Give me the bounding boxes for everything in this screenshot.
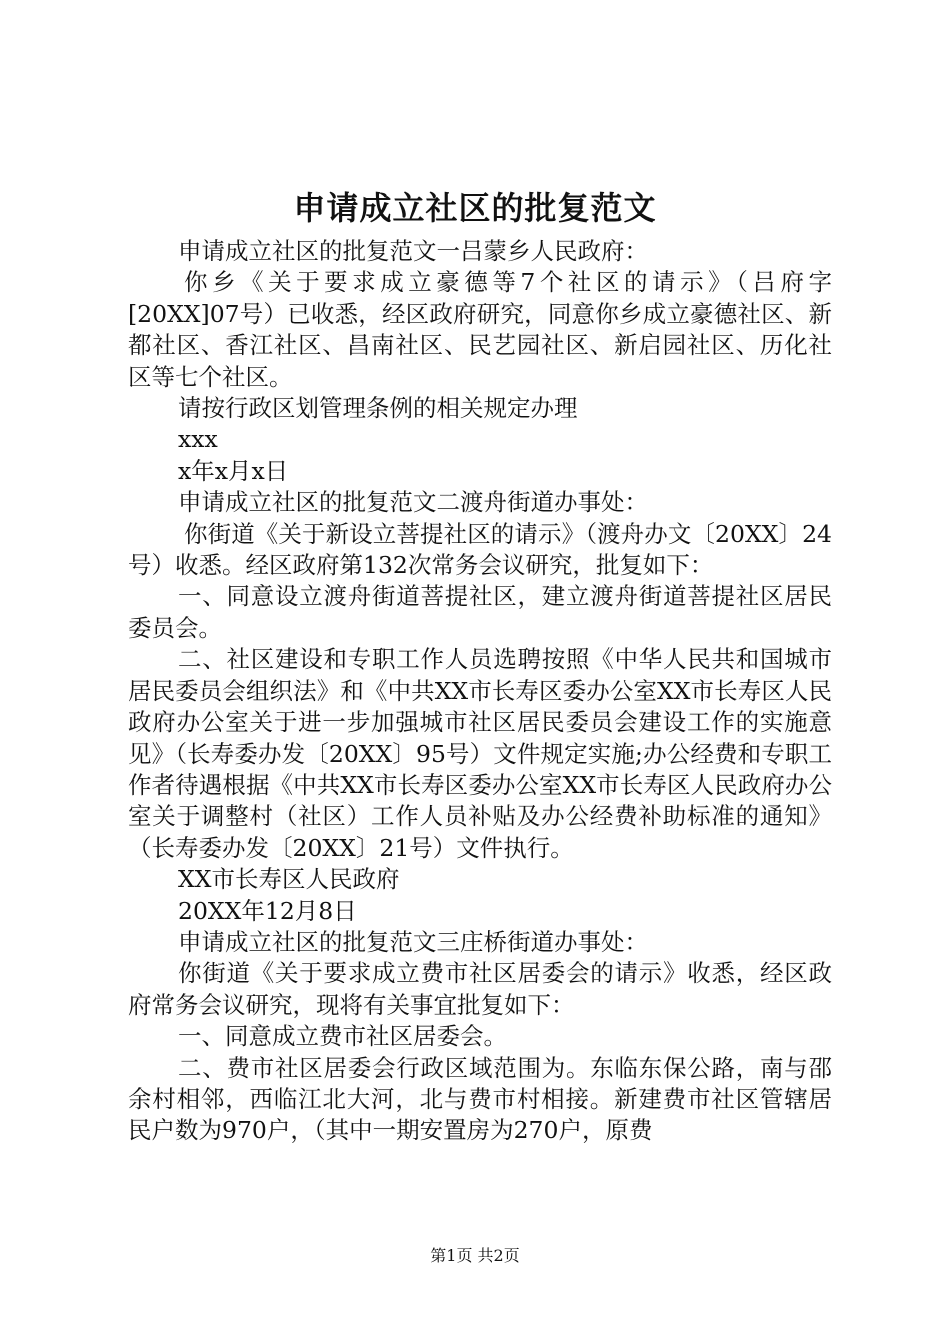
- document-title: 申请成立社区的批复范文: [293, 189, 657, 227]
- paragraph-body: 你乡《关于要求成立豪德等7个社区的请示》（吕府字[20XX]07号）已收悉，经区政府研究，同意你乡成立豪德社区、新都社区、香江社区、昌南社区、民艺园社区、新启园社区、历化社区等七个社区。: [128, 268, 832, 391]
- page-number-footer: 第1页 共2页: [430, 1246, 520, 1265]
- paragraph-body: 你街道《关于新设立菩提社区的请示》（渡舟办文〔20XX〕24号）收悉。经区政府第132次常务会议研究，批复如下：: [128, 519, 832, 580]
- signature-org: xxx: [178, 425, 218, 454]
- signature-org: XX市长寿区人民政府: [178, 865, 400, 894]
- paragraph-addressee-1: 申请成立社区的批复范文一吕蒙乡人民政府：: [178, 237, 648, 265]
- paragraph-addressee-2: 申请成立社区的批复范文二渡舟街道办事处：: [178, 488, 648, 517]
- paragraph-item: 一、同意成立费市社区居委会。: [178, 1022, 507, 1051]
- paragraph-addressee-3: 申请成立社区的批复范文三庄桥街道办事处：: [178, 927, 648, 956]
- paragraph-body: 请按行政区划管理条例的相关规定办理: [178, 394, 578, 423]
- document-body: [128, 236, 832, 1147]
- signature-date: 20XX年12月8日: [178, 896, 357, 925]
- signature-date: x年x月x日: [178, 456, 289, 485]
- paragraph-item: 二、社区建设和专职工作人员选聘按照《中华人民共和国城市居民委员会组织法》和《中共XX市长寿区委办公室XX市长寿区人民政府办公室关于进一步加强城市社区居民委员会建设工作的实施意见》（长寿委办发〔20XX〕95号）文件规定实施;办公经费和专职工作者待遇根据《中共XX市长寿区委办公室XX市长寿区人民政府办公室关于调整村（社区）工作人员补贴及办公经费补助标准的通知》（长寿委办发〔20XX〕21号）文件执行。: [128, 645, 832, 862]
- paragraph-item: 二、费市社区居委会行政区域范围为。东临东保公路，南与邵余村相邻，西临江北大河，北与费市村相接。新建费市社区管辖居民户数为970户，（其中一期安置房为270户，原费: [128, 1053, 832, 1145]
- paragraph-body: 你街道《关于要求成立费市社区居委会的请示》收悉，经区政府常务会议研究，现将有关事宜批复如下：: [128, 959, 832, 1019]
- paragraph-item: 一、同意设立渡舟街道菩提社区，建立渡舟街道菩提社区居民委员会。: [128, 582, 832, 642]
